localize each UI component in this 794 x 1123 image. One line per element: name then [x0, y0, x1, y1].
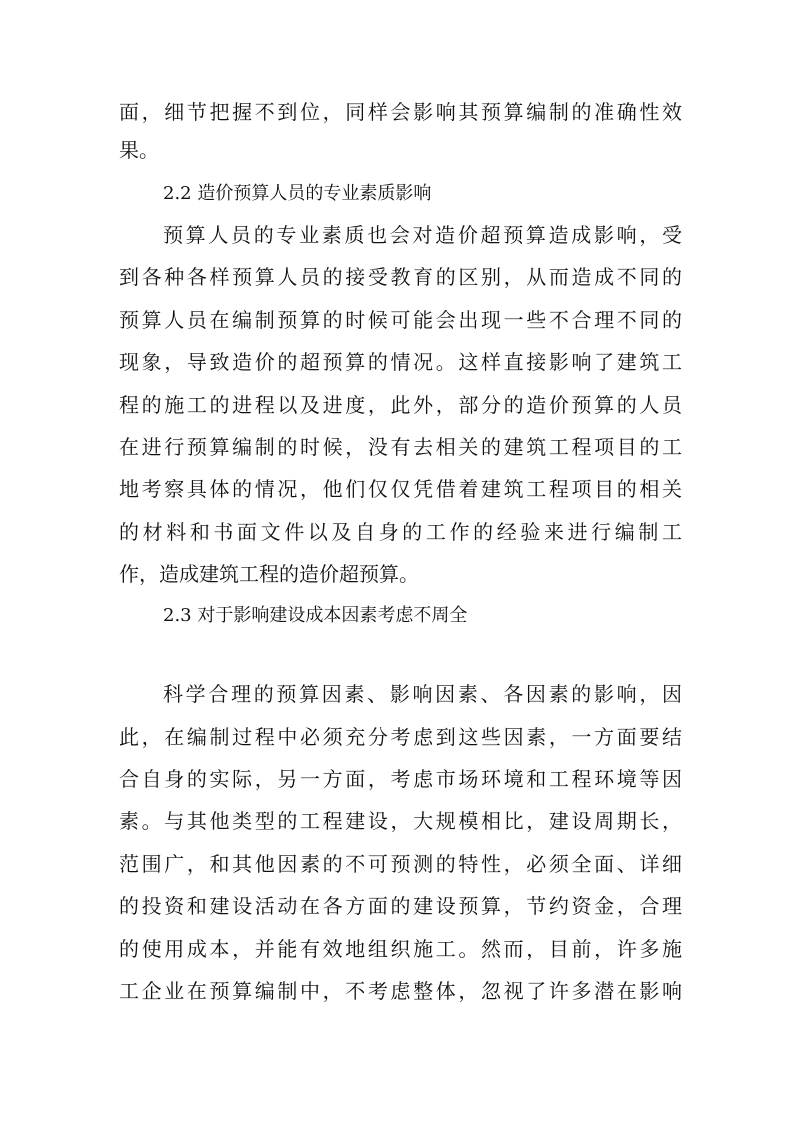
text-line	[0, 385, 794, 425]
line-text: 的投资和建设活动在各方面的建设预算，节约资金，合理	[119, 894, 685, 918]
text-line	[0, 844, 794, 884]
section-heading	[0, 174, 794, 214]
line-text: 科学合理的预算因素、影响因素、各因素的影响，因	[163, 682, 685, 706]
line-text: 合自身的实际，另一方面，考虑市场环境和工程环境等因	[119, 767, 685, 791]
line-text: 在进行预算编制的时候，没有去相关的建筑工程项目的工	[119, 435, 685, 459]
line-text: 地考察具体的情况，他们仅仅凭借着建筑工程项目的相关	[119, 477, 685, 501]
section-heading	[0, 596, 794, 636]
text-line	[0, 674, 794, 714]
line-text: 作，造成建筑工程的造价超预算。	[119, 562, 419, 586]
text-line	[0, 801, 794, 841]
text-line	[0, 512, 794, 552]
text-line	[0, 717, 794, 757]
line-text: 素。与其他类型的工程建设，大规模相比，建设周期长，	[119, 809, 685, 833]
text-line	[0, 257, 794, 297]
line-text: 预算人员在编制预算的时候可能会出现一些不合理不同的	[119, 308, 685, 332]
text-line	[0, 342, 794, 382]
text-line	[0, 554, 794, 594]
line-text: 面，细节把握不到位，同样会影响其预算编制的准确性效	[119, 100, 685, 124]
text-line	[0, 971, 794, 1011]
line-text: 程的施工的进程以及进度，此外，部分的造价预算的人员	[119, 393, 685, 417]
text-line	[0, 92, 794, 132]
line-text: 的使用成本，并能有效地组织施工。然而，目前，许多施	[119, 937, 685, 961]
line-text: 范围广，和其他因素的不可预测的特性，必须全面、详细	[119, 852, 685, 876]
text-line	[0, 759, 794, 799]
text-line	[0, 427, 794, 467]
heading-text: 2.3 对于影响建设成本因素考虑不周全	[163, 605, 468, 626]
text-line	[0, 929, 794, 969]
line-text: 现象，导致造价的超预算的情况。这样直接影响了建筑工	[119, 350, 685, 374]
line-text: 到各种各样预算人员的接受教育的区别，从而造成不同的	[119, 265, 685, 289]
text-line	[0, 130, 794, 170]
line-text: 的材料和书面文件以及自身的工作的经验来进行编制工	[119, 520, 686, 544]
line-text: 预算人员的专业素质也会对造价超预算造成影响，受	[163, 223, 685, 247]
heading-text: 2.2 造价预算人员的专业素质影响	[163, 183, 432, 204]
line-text: 果。	[119, 138, 159, 162]
line-text: 此，在编制过程中必须充分考虑到这些因素，一方面要结	[119, 725, 685, 749]
line-text: 工企业在预算编制中，不考虑整体，忽视了许多潜在影响	[119, 979, 685, 1003]
text-line	[0, 469, 794, 509]
text-line	[0, 215, 794, 255]
text-line	[0, 300, 794, 340]
text-line	[0, 886, 794, 926]
